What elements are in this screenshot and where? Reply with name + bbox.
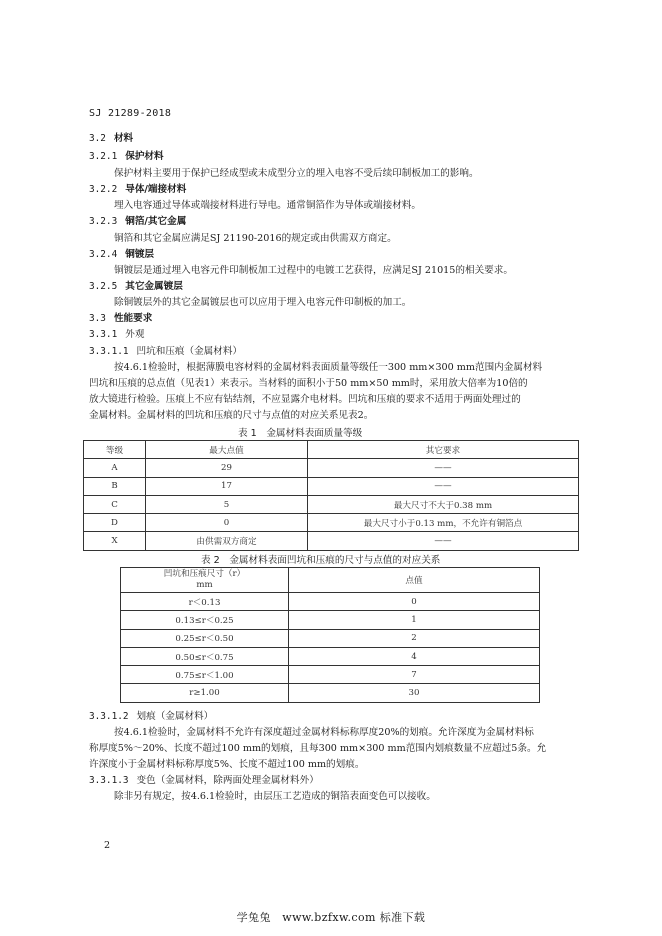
table-header-row xyxy=(84,441,579,459)
table-cell: 29 xyxy=(146,459,308,477)
header-max-points: 最大点值 xyxy=(146,441,308,459)
header-points: 点值 xyxy=(289,568,540,593)
section-3-2-4-text: 铜镀层是通过埋入电容元件印制板加工过程中的电镀工艺获得，应满足SJ 21015的相关要求。 xyxy=(114,265,513,276)
table-1-caption: 表 1 金属材料表面质量等级 xyxy=(238,428,363,439)
table-2 xyxy=(120,567,540,703)
section-3-3-1-1-line-1: 按4.6.1检验时，根据薄膜电容材料的金属材料表面质量等级任一300 mm×300 mm范围内金属材料 xyxy=(114,362,543,373)
table-cell: 5 xyxy=(146,495,308,513)
table-cell: 0.50≤r＜0.75 xyxy=(121,647,289,665)
table-cell: 0 xyxy=(146,514,308,532)
section-3-2-1-text: 保护材料主要用于保护已经成型或未成型分立的埋入电容不受后续印制板加工的影响。 xyxy=(114,168,479,179)
table-cell: D xyxy=(84,514,146,532)
table-1 xyxy=(83,440,579,551)
section-3-3-1-1-line-2: 凹坑和压痕的总点值（见表1）来表示。当材料的面积小于50 mm×50 mm时，采用放大倍率为10倍的 xyxy=(89,378,528,389)
section-3-3-1-1-line-3: 放大镜进行检验。压痕上不应有钻结剂，不应显露介电材料。凹坑和压痕的要求不适用于两面处理过的 xyxy=(89,394,521,405)
table-row xyxy=(121,593,540,611)
table-row xyxy=(121,611,540,629)
table-row xyxy=(84,514,579,532)
section-3-3-1-heading: 3.3.1 外观 xyxy=(89,329,145,340)
table-cell: —— xyxy=(308,477,579,495)
section-3-2-5-text: 除铜镀层外的其它金属镀层也可以应用于埋入电容元件印制板的加工。 xyxy=(114,297,412,308)
header-size xyxy=(121,568,289,593)
table-cell: 7 xyxy=(289,666,540,684)
table-2-caption: 表 2 金属材料表面凹坑和压痕的尺寸与点值的对应关系 xyxy=(201,555,441,566)
section-3-2-2-text: 埋入电容通过导体或端接材料进行导电。通常铜箔作为导体或端接材料。 xyxy=(114,200,421,211)
section-3-2-heading: 3.2 材料 xyxy=(89,133,134,144)
table-cell: 最大尺寸不大于0.38 mm xyxy=(308,495,579,513)
table-cell: B xyxy=(84,477,146,495)
table-row xyxy=(121,684,540,702)
table-row xyxy=(84,532,579,550)
table-row xyxy=(121,629,540,647)
table-row xyxy=(84,495,579,513)
table-cell: 0.13≤r＜0.25 xyxy=(121,611,289,629)
table-cell: 30 xyxy=(289,684,540,702)
table-cell: 0 xyxy=(289,593,540,611)
section-3-3-1-2-line-1: 按4.6.1检验时，金属材料不允许有深度超过金属材料标称厚度20%的划痕。允许深度为金属材料标 xyxy=(114,727,534,738)
table-cell: C xyxy=(84,495,146,513)
table-row xyxy=(84,459,579,477)
table-cell: 0.25≤r＜0.50 xyxy=(121,629,289,647)
section-3-2-3-text: 铜箔和其它金属应满足SJ 21190-2016的规定或由供需双方商定。 xyxy=(114,233,397,244)
table-cell: 1 xyxy=(289,611,540,629)
section-3-3-1-3-text: 除非另有规定，按4.6.1检验时，由层压工艺造成的铜箔表面变色可以接收。 xyxy=(114,791,436,802)
section-3-3-1-2-line-2: 称厚度5%～20%、长度不超过100 mm的划痕，且每300 mm×300 mm范围内划痕数量不应超过5条。允 xyxy=(89,743,547,754)
section-3-3-1-2-line-3: 许深度小于金属材料标称厚度5%、长度不超过100 mm的划痕。 xyxy=(89,759,365,770)
section-3-3-1-1-line-4: 金属材料。金属材料的凹坑和压痕的尺寸与点值的对应关系见表2。 xyxy=(89,410,374,421)
section-3-3-1-3-heading: 3.3.1.3 变色（金属材料，除两面处理金属材料外） xyxy=(89,775,319,786)
page-number: 2 xyxy=(104,840,111,851)
header-grade: 等级 xyxy=(84,441,146,459)
table-cell: —— xyxy=(308,459,579,477)
section-3-2-4-heading: 3.2.4 铜镀层 xyxy=(89,249,155,260)
table-cell: r＜0.13 xyxy=(121,593,289,611)
document-id: SJ 21289-2018 xyxy=(89,108,172,119)
section-3-2-2-heading: 3.2.2 导体/端接材料 xyxy=(89,184,187,195)
table-cell: —— xyxy=(308,532,579,550)
section-3-3-1-1-heading: 3.3.1.1 凹坑和压痕（金属材料） xyxy=(89,346,243,357)
table-cell: 最大尺寸小于0.13 mm，不允许有铜箔点 xyxy=(308,514,579,532)
site-footer: 学兔兔 www.bzfxw.com 标准下载 xyxy=(236,911,426,924)
table-header-row xyxy=(121,568,540,593)
header-other-requirements: 其它要求 xyxy=(308,441,579,459)
table-cell: 17 xyxy=(146,477,308,495)
table-row xyxy=(121,647,540,665)
section-3-3-heading: 3.3 性能要求 xyxy=(89,313,153,324)
table-row xyxy=(84,477,579,495)
table-cell: r≥1.00 xyxy=(121,684,289,702)
table-cell: 2 xyxy=(289,629,540,647)
table-cell: 4 xyxy=(289,647,540,665)
table-cell: A xyxy=(84,459,146,477)
header-size-unit: mm xyxy=(196,580,213,590)
table-cell: 0.75≤r＜1.00 xyxy=(121,666,289,684)
header-size-label: 凹坑和压痕尺寸（r） xyxy=(163,569,246,579)
section-3-3-1-2-heading: 3.3.1.2 划痕（金属材料） xyxy=(89,711,214,722)
section-3-2-5-heading: 3.2.5 其它金属镀层 xyxy=(89,281,183,292)
section-3-2-3-heading: 3.2.3 铜箔/其它金属 xyxy=(89,216,187,227)
table-cell: 由供需双方商定 xyxy=(146,532,308,550)
table-row xyxy=(121,666,540,684)
section-3-2-1-heading: 3.2.1 保护材料 xyxy=(89,151,164,162)
table-cell: X xyxy=(84,532,146,550)
